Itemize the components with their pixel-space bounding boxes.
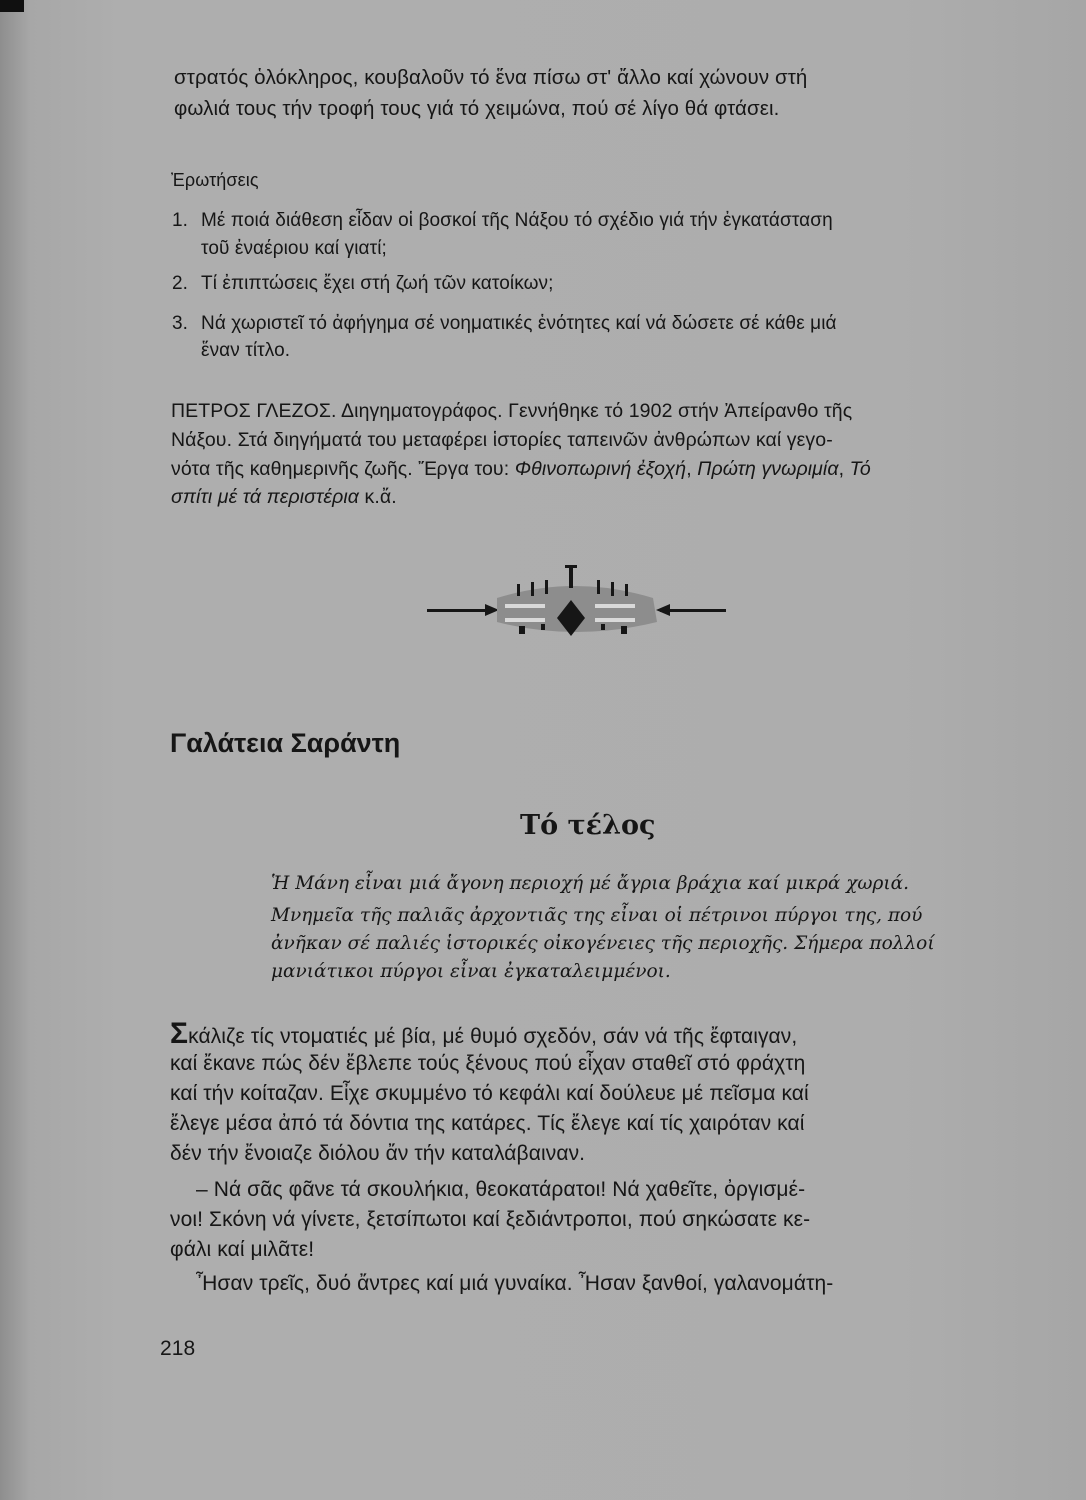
prev-story-line-2: φωλιά τους τήν τροφή τους γιά τό χειμώνα, πού σέ λίγο θά φτάσει. (174, 97, 780, 120)
story-line-2: καί ἔκανε πώς δέν ἔβλεπε τούς ξένους πού εἶχαν σταθεῖ στό φράχτη (170, 1052, 806, 1075)
story-line-5: δέν τήν ἔνοιαζε διόλου ἄν τήν καταλάβαιναν. (170, 1142, 586, 1165)
story-author: Γαλάτεια Σαράντη (170, 728, 401, 758)
intro-line-2: Μνημεῖα τῆς παλιᾶς ἀρχοντιᾶς της εἶναι οἱ πέτρινοι πύργοι της, πού (271, 905, 923, 926)
intro-line-1: Ἡ Μάνη εἶναι μιά ἄγονη περιοχή μέ ἄγρια βράχια καί μικρά χωριά. (271, 873, 910, 894)
question-number-1: 1. (172, 210, 188, 231)
question-2-line-1: Τί ἐπιπτώσεις ἔχει στή ζωή τῶν κατοίκων; (201, 273, 554, 294)
bio-work-1: Φθινοπωρινή ἐξοχή (514, 458, 687, 480)
bio-line-4 (171, 486, 397, 509)
questions-heading: Ἐρωτήσεις (171, 170, 259, 190)
intro-line-3: ἀνῆκαν σέ παλιές ἱστορικές οἰκογένειες τῆς περιοχῆς. Σήμερα πολλοί (271, 933, 935, 954)
scan-edge-mark (0, 0, 24, 12)
story-line-6: – Νά σᾶς φᾶνε τά σκουλήκια, θεοκατάρατοι! Νά χαθεῖτε, ὀργισμέ- (196, 1178, 806, 1201)
bio-work-3-start: Τό (849, 458, 871, 480)
bio-line-4-end: κ.ἄ. (359, 486, 397, 508)
bio-line-2: Νάξου. Στά διηγήματά του μεταφέρει ἱστορίες ταπεινῶν ἀνθρώπων καί γεγο- (171, 429, 833, 451)
page-number: 218 (160, 1337, 196, 1360)
question-1-line-1: Μέ ποιά διάθεση εἶδαν οἱ βοσκοί τῆς Νάξου τό σχέδιο γιά τήν ἐγκατάσταση (201, 210, 833, 231)
question-number-3: 3. (172, 313, 188, 334)
bio-work-2: Πρώτη γνωριμία (697, 458, 839, 480)
bio-work-3-end: σπίτι μέ τά περιστέρια (171, 486, 360, 508)
story-line-3: καί τήν κοίταζαν. Εἶχε σκυμμένο τό κεφάλι καί δούλευε μέ πεῖσμα καί (170, 1082, 809, 1105)
bio-line-1: ΠΕΤΡΟΣ ΓΛΕΖΟΣ. Διηγηματογράφος. Γεννήθηκε τό 1902 στήν Ἀπείρανθο τῆς (171, 400, 853, 422)
question-3-line-2: ἕναν τίτλο. (201, 340, 291, 361)
question-1-line-2: τοῦ ἐναέριου καί γιατί; (201, 238, 387, 259)
intro-line-4: μανιάτικοι πύργοι εἶναι ἐγκαταλειμμένοι. (271, 961, 671, 982)
bio-line-3 (171, 458, 871, 481)
story-line-9: Ἦσαν τρεῖς, δυό ἄντρες καί μιά γυναίκα. Ἦσαν ξανθοί, γαλανομάτη- (196, 1272, 834, 1295)
story-line-1 (170, 1017, 797, 1051)
decorative-ornament (425, 560, 730, 660)
bio-separator-1: , (686, 458, 698, 480)
story-line-8: φάλι καί μιλᾶτε! (170, 1238, 315, 1261)
question-3-line-1: Νά χωριστεῖ τό ἀφήγημα σέ νοηματικές ἑνότητες καί νά δώσετε σέ κάθε μιά (201, 313, 837, 334)
bio-line-3-text: νότα τῆς καθημερινῆς ζωῆς. Ἔργα του: (171, 458, 515, 480)
story-line-7: νοι! Σκόνη νά γίνετε, ξετσίπωτοι καί ξεδιάντροποι, πού σηκώσατε κε- (170, 1208, 811, 1231)
prev-story-line-1: στρατός ὁλόκληρος, κουβαλοῦν τό ἕνα πίσω στ' ἄλλο καί χώνουν στή (174, 66, 808, 89)
story-line-1-text: κάλιζε τίς ντοματιές μέ βία, μέ θυμό σχεδόν, σάν νά τῆς ἔφταιγαν, (188, 1025, 798, 1048)
question-number-2: 2. (172, 273, 188, 294)
story-line-4: ἔλεγε μέσα ἀπό τά δόντια της κατάρες. Τίς ἔλεγε καί τίς χαιρόταν καί (170, 1112, 805, 1135)
story-title: Τό τέλος (520, 810, 656, 841)
drop-initial: Σ (170, 1017, 189, 1050)
bio-separator-2: , (838, 458, 850, 480)
